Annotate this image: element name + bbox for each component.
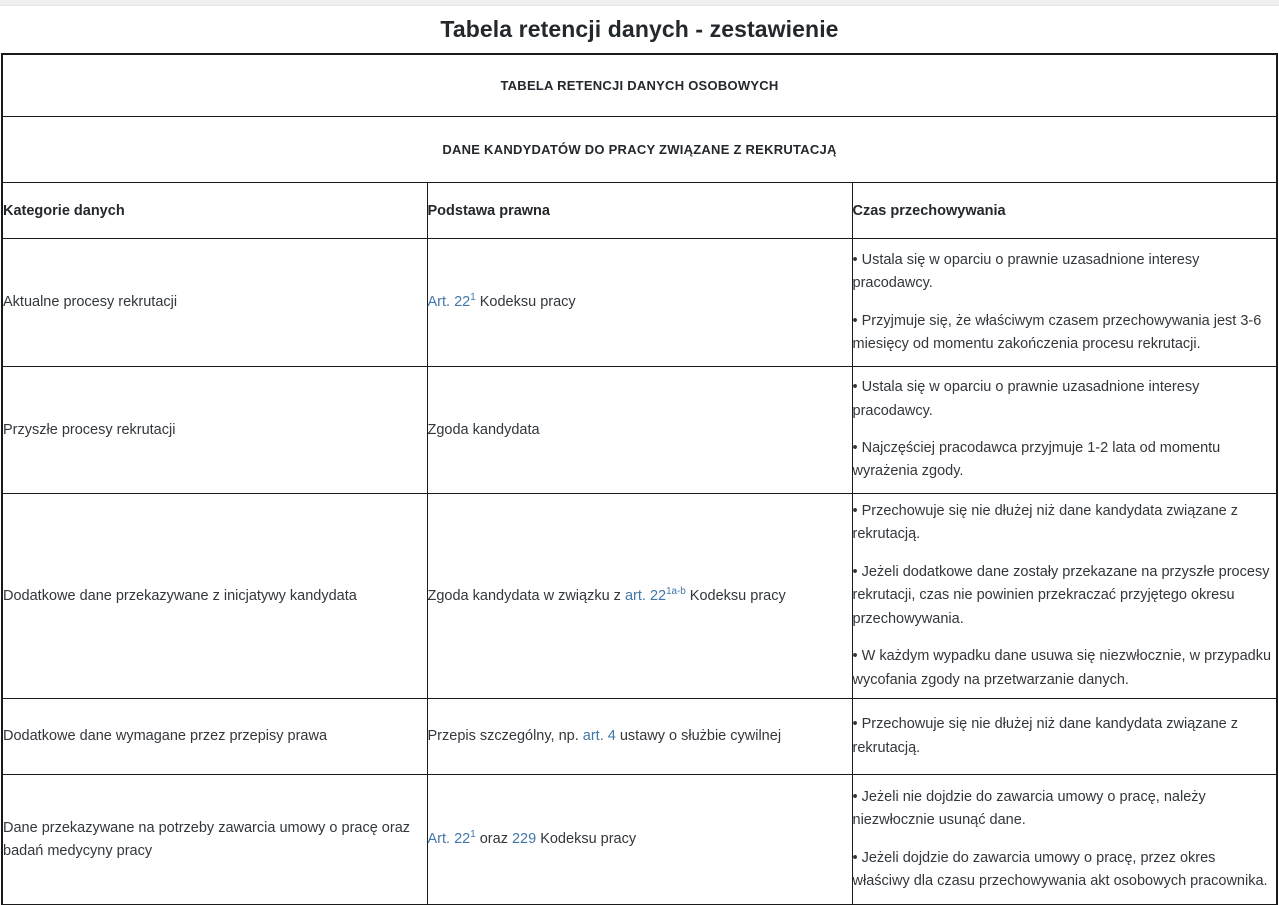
retention-bullet: • W każdym wypadku dane usuwa się niezwłocznie, w przypadku wycofania zgody na przetwarzanie danych. [852,648,1272,688]
legal-basis-link-superscript: 1 [470,829,476,841]
cell-category: Aktualne procesy rekrutacji [2,239,427,367]
column-header-kategorie-danych: Kategorie danych [2,183,427,239]
cell-retention-time [852,367,1277,494]
table-row [2,699,1277,775]
window-top-band [0,0,1279,6]
legal-basis-link-superscript: 1a-b [666,585,686,597]
retention-bullet: • Ustala się w oparciu o prawnie uzasadnione interesy pracodawcy. [852,379,1200,419]
retention-bullet: • Ustala się w oparciu o prawnie uzasadnione interesy pracodawcy. [852,251,1200,292]
column-header-czas-przechowywania: Czas przechowywania [852,183,1277,239]
retention-bullet: • Jeżeli nie dojdzie do zawarcia umowy o pracę, należy niezwłocznie usunąć dane. [852,788,1206,829]
legal-basis-link-secondary[interactable]: 229 [511,831,537,848]
legal-basis-link[interactable] [624,585,686,604]
legal-basis-prefix: Zgoda kandydata w związku z [427,587,625,604]
cell-retention-time [852,699,1277,775]
band-title-1: TABELA RETENCJI DANYCH OSOBOWYCH [2,54,1277,117]
retention-bullet: • Przechowuje się nie dłużej niż dane kandydata związane z rekrutacją. [852,716,1239,756]
table-band-row-2 [2,117,1277,183]
cell-category: Przyszłe procesy rekrutacji [2,367,427,494]
legal-basis-link-text: Art. 22 [427,831,471,848]
table-row [2,367,1277,494]
page-title: Tabela retencji danych - zestawienie [440,16,839,42]
table-row [2,494,1277,699]
legal-basis-link-text: art. 22 [624,587,667,604]
retention-bullet: • Przechowuje się nie dłużej niż dane kandydata związane z rekrutacją. [852,502,1239,543]
retention-bullet: • Jeżeli dodatkowe dane zostały przekazane na przyszłe procesy rekrutacji, czas nie powinien przekraczać przyjętego okresu przechowywania. [852,563,1270,627]
cell-category: Dane przekazywane na potrzeby zawarcia umowy o pracę oraz badań medycyny pracy [2,775,427,905]
cell-retention-time [852,494,1277,699]
cell-retention-time [852,775,1277,905]
table-header-row [2,183,1277,239]
table-row [2,239,1277,367]
retention-table [1,53,1278,905]
legal-basis-link[interactable] [428,294,476,310]
cell-legal-basis [427,699,852,775]
legal-basis-prefix: Przepis szczególny, np. [427,728,583,745]
cell-legal-basis [427,775,852,905]
legal-basis-link[interactable]: art. 4 [582,728,616,745]
cell-legal-basis [427,239,852,367]
retention-bullet: • Jeżeli dojdzie do zawarcia umowy o pracę, przez okres właściwy dla czasu przechowywania akt osobowych pracownika. [852,849,1268,889]
cell-category: Dodatkowe dane przekazywane z inicjatywy kandydata [2,494,427,699]
band-title-2: DANE KANDYDATÓW DO PRACY ZWIĄZANE Z REKRUTACJĄ [2,117,1277,183]
cell-retention-time [852,239,1277,367]
cell-legal-basis: Zgoda kandydata [427,367,852,494]
retention-bullet: • Przyjmuje się, że właściwym czasem przechowywania jest 3-6 miesięcy od momentu zakończenia procesu rekrutacji. [852,312,1262,352]
cell-category: Dodatkowe dane wymagane przez przepisy prawa [2,699,427,775]
legal-basis-suffix: Kodeksu pracy [536,831,637,848]
legal-basis-suffix: Kodeksu pracy [685,587,786,604]
legal-basis-link[interactable] [428,831,476,847]
legal-basis-suffix: Kodeksu pracy [475,294,576,311]
legal-basis-suffix: ustawy o służbie cywilnej [615,728,782,745]
cell-legal-basis [427,494,852,699]
legal-basis-middle: oraz [475,831,512,848]
legal-basis-link-superscript: 1 [470,292,476,304]
retention-bullet: • Najczęściej pracodawca przyjmuje 1-2 lata od momentu wyrażenia zgody. [852,440,1221,480]
column-header-podstawa-prawna: Podstawa prawna [427,183,852,239]
table-row [2,775,1277,905]
legal-basis-link-text: Art. 22 [427,294,471,311]
table-band-row-1 [2,54,1277,117]
